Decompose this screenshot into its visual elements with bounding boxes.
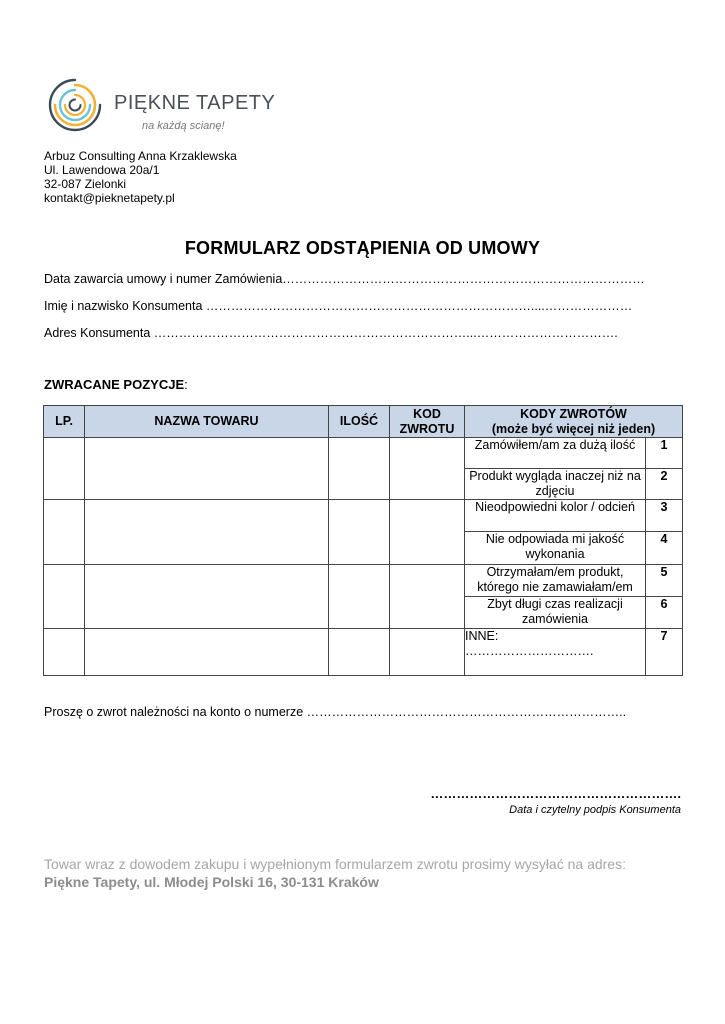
company-street: Ul. Lawendowa 20a/1	[44, 163, 160, 177]
lp-cell[interactable]	[44, 500, 85, 565]
footer-instruction: Towar wraz z dowodem zakupu i wypełnionym formularzem zwrotu prosimy wysyłać na adres:	[44, 856, 626, 872]
header-return-code	[390, 406, 465, 438]
lp-cell[interactable]	[44, 438, 85, 500]
code-label-6: Zbyt długi czas realizacji zamówienia	[465, 597, 646, 629]
code-label-7	[465, 629, 646, 676]
header-return-code-line1: KOD	[413, 406, 441, 421]
logo-tagline: na każdą scianę!	[142, 120, 225, 132]
contract-date-field[interactable]: Data zawarcia umowy i numer Zamówienia……………………………………………………………………………	[44, 272, 645, 286]
header-return-codes	[465, 406, 683, 438]
lp-cell[interactable]	[44, 629, 85, 676]
logo-name: PIĘKNE TAPETY	[114, 92, 276, 114]
code-number-1: 1	[646, 438, 683, 469]
return-code-cell[interactable]	[390, 438, 465, 500]
code-other-field[interactable]: ………………………….	[465, 644, 594, 658]
table-row	[44, 438, 683, 469]
company-name: Arbuz Consulting Anna Krzaklewska	[44, 149, 237, 163]
header-return-codes-line2: (może być więcej niż jeden)	[491, 421, 656, 436]
code-label-3: Nieodpowiedni kolor / odcień	[465, 500, 646, 532]
consumer-name-field[interactable]: Imię i nazwisko Konsumenta ……………………………………………………………………....…………………	[44, 299, 633, 313]
lp-cell[interactable]	[44, 565, 85, 629]
table-header-row	[44, 406, 683, 438]
header-return-codes-line1: KODY ZWROTÓW	[520, 406, 627, 421]
company-email: kontakt@pieknetapety.pl	[44, 191, 175, 205]
header-return-code-line2: ZWROTU	[399, 421, 455, 436]
signature-line[interactable]: ………………………………………………….	[430, 786, 681, 801]
signature-label: Data i czytelny podpis Konsumenta	[509, 804, 681, 816]
quantity-cell[interactable]	[329, 629, 390, 676]
table-row	[44, 629, 683, 676]
company-logo	[44, 74, 274, 140]
quantity-cell[interactable]	[329, 438, 390, 500]
code-number-4: 4	[646, 532, 683, 565]
company-address	[44, 149, 237, 205]
page-title: FORMULARZ ODSTĄPIENIA OD UMOWY	[184, 238, 541, 258]
code-label-5: Otrzymałam/em produkt, którego nie zamawiałam/em	[465, 565, 646, 597]
returns-table	[43, 405, 683, 676]
header-lp: LP.	[44, 406, 85, 438]
product-name-cell[interactable]	[85, 500, 329, 565]
table-row	[44, 565, 683, 597]
section-label: ZWRACANE POZYCJE	[44, 377, 185, 392]
code-label-4: Nie odpowiada mi jakość wykonania	[465, 532, 646, 565]
code-number-7: 7	[646, 629, 683, 676]
code-label-7-text: INNE:	[465, 629, 499, 643]
product-name-cell[interactable]	[85, 629, 329, 676]
product-name-cell[interactable]	[85, 565, 329, 629]
code-number-3: 3	[646, 500, 683, 532]
spiral-icon	[44, 74, 106, 136]
code-number-5: 5	[646, 565, 683, 597]
bank-account-field[interactable]: Proszę o zwrot należności na konto o numerze …………………………………………………………………..	[44, 705, 627, 719]
quantity-cell[interactable]	[329, 500, 390, 565]
code-label-1: Zamówiłem/am za dużą ilość	[465, 438, 646, 469]
consumer-address-field[interactable]: Adres Konsumenta …………………………………………………………………...…………………………….	[44, 326, 618, 340]
return-code-cell[interactable]	[390, 629, 465, 676]
section-colon: :	[184, 377, 188, 392]
return-code-cell[interactable]	[390, 500, 465, 565]
section-heading	[44, 377, 188, 392]
header-quantity: ILOŚĆ	[329, 406, 390, 438]
code-number-6: 6	[646, 597, 683, 629]
product-name-cell[interactable]	[85, 438, 329, 500]
footer-address: Piękne Tapety, ul. Młodej Polski 16, 30-131 Kraków	[44, 874, 379, 890]
code-number-2: 2	[646, 469, 683, 500]
header-product-name: NAZWA TOWARU	[85, 406, 329, 438]
company-city: 32-087 Zielonki	[44, 177, 127, 191]
table-row	[44, 500, 683, 532]
return-code-cell[interactable]	[390, 565, 465, 629]
quantity-cell[interactable]	[329, 565, 390, 629]
code-label-2: Produkt wygląda inaczej niż na zdjęciu	[465, 469, 646, 500]
